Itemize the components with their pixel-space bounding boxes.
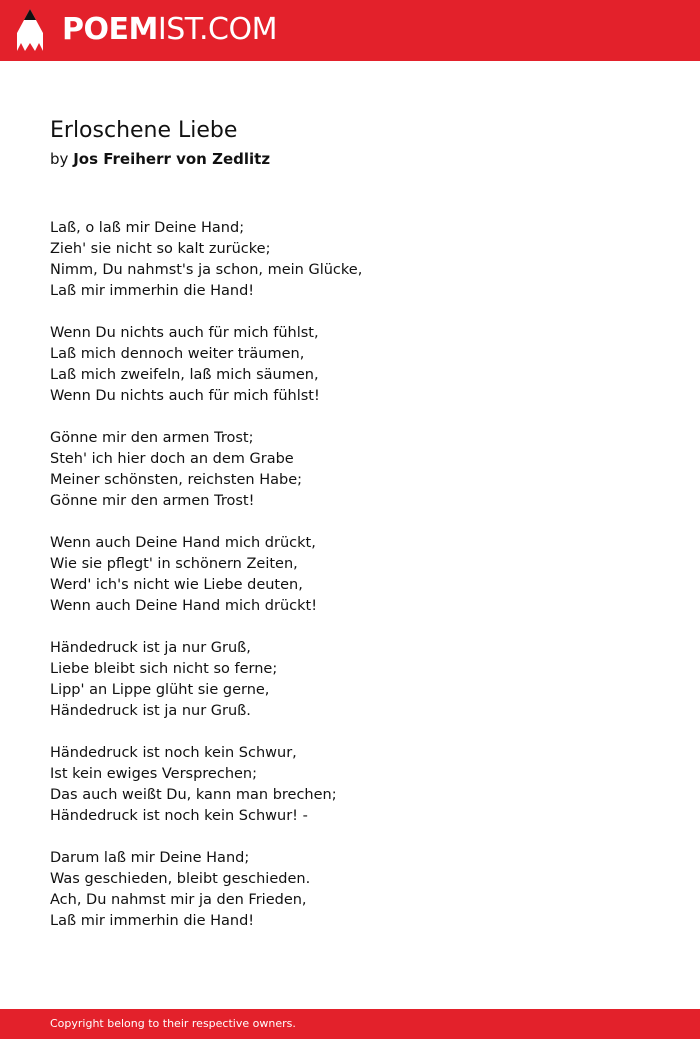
poem-line: Das auch weißt Du, kann man brechen;	[50, 787, 337, 803]
poem-line: Darum laß mir Deine Hand;	[50, 850, 250, 866]
poem-line: Laß mich zweifeln, laß mich säumen,	[50, 367, 319, 383]
by-label: by	[50, 150, 69, 168]
poem-line: Laß, o laß mir Deine Hand;	[50, 220, 245, 236]
poem-line: Steh' ich hier doch an dem Grabe	[50, 451, 294, 467]
stanza	[50, 638, 650, 722]
stanza	[50, 323, 650, 407]
poem-line: Händedruck ist noch kein Schwur,	[50, 745, 297, 761]
poem-line: Werd' ich's nicht wie Liebe deuten,	[50, 577, 303, 593]
copyright-notice: Copyright belong to their respective owners.	[50, 1017, 296, 1030]
poem-title: Erloschene Liebe	[50, 118, 238, 143]
poem-line: Was geschieden, bleibt geschieden.	[50, 871, 311, 887]
logo-light-text: IST.COM	[157, 12, 277, 47]
poem-line: Meiner schönsten, reichsten Habe;	[50, 472, 303, 488]
poem-line: Händedruck ist noch kein Schwur! -	[50, 808, 308, 824]
poem-line: Wenn Du nichts auch für mich fühlst!	[50, 388, 320, 404]
stanza	[50, 428, 650, 512]
pencil-icon[interactable]	[17, 9, 43, 51]
poem-line: Zieh' sie nicht so kalt zurücke;	[50, 241, 271, 257]
poem-line: Ist kein ewiges Versprechen;	[50, 766, 258, 782]
poem-line: Ach, Du nahmst mir ja den Frieden,	[50, 892, 307, 908]
poem-line: Wenn Du nichts auch für mich fühlst,	[50, 325, 319, 341]
poem-line: Nimm, Du nahmst's ja schon, mein Glücke,	[50, 262, 363, 278]
poem-line: Laß mir immerhin die Hand!	[50, 283, 255, 299]
author-name: Jos Freiherr von Zedlitz	[73, 150, 271, 168]
poem-line: Wie sie pflegt' in schönern Zeiten,	[50, 556, 298, 572]
stanza	[50, 533, 650, 617]
stanza	[50, 218, 650, 302]
byline	[50, 148, 270, 170]
site-logo[interactable]	[62, 12, 277, 48]
poem-body	[50, 218, 650, 953]
footer-bar	[0, 1009, 700, 1039]
poem-line: Händedruck ist ja nur Gruß.	[50, 703, 251, 719]
logo-bold-text: POEM	[62, 12, 158, 47]
poem-line: Wenn auch Deine Hand mich drückt,	[50, 535, 316, 551]
poem-line: Laß mir immerhin die Hand!	[50, 913, 255, 929]
poem-line: Gönne mir den armen Trost!	[50, 493, 255, 509]
stanza	[50, 743, 650, 827]
stanza	[50, 848, 650, 932]
poem-line: Wenn auch Deine Hand mich drückt!	[50, 598, 318, 614]
poem-line: Gönne mir den armen Trost;	[50, 430, 254, 446]
header-bar	[0, 0, 700, 61]
poem-line: Laß mich dennoch weiter träumen,	[50, 346, 305, 362]
poem-line: Liebe bleibt sich nicht so ferne;	[50, 661, 278, 677]
poem-line: Lipp' an Lippe glüht sie gerne,	[50, 682, 270, 698]
poem-line: Händedruck ist ja nur Gruß,	[50, 640, 251, 656]
